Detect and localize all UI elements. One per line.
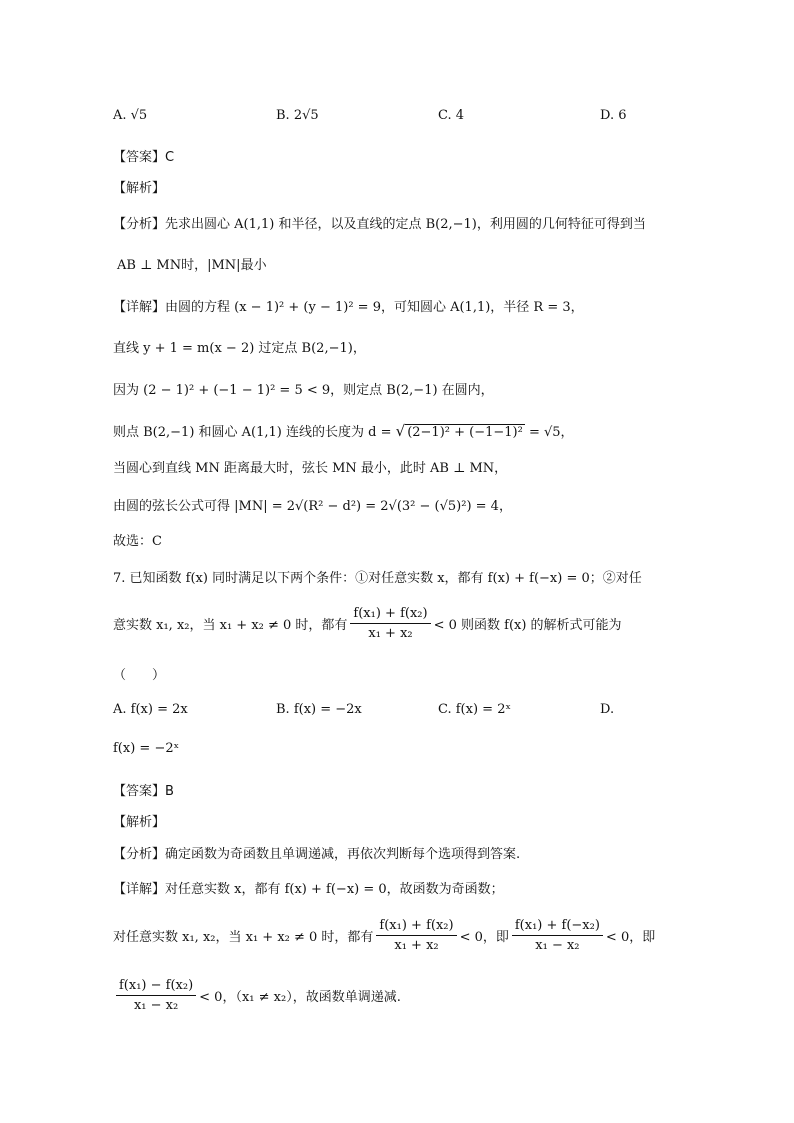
q7-option-c: C. f(x) = 2ˣ (438, 702, 511, 717)
analysis-7-label: 【解析】 (113, 815, 166, 830)
xiangjie-7-fraction-1-numerator: f(x₁) + f(x₂) (376, 918, 456, 936)
xiangjie-7-fraction-2-denominator: x₁ − x₂ (535, 938, 580, 953)
xiangjie-7-line-2-a: 对任意实数 x₁, x₂，当 x₁ + x₂ ≠ 0 时，都有 (113, 930, 374, 945)
xiangjie-6-line-2: 直线 y + 1 = m(x − 2) 过定点 B(2,−1)， (113, 341, 366, 356)
xiangjie-6-line-5: 当圆心到直线 MN 距离最大时，弦长 MN 最小，此时 AB ⊥ MN， (113, 461, 508, 476)
xiangjie-7-fraction-3-numerator: f(x₁) − f(x₂) (116, 978, 196, 996)
xiangjie-7-line-3-b: < 0，（x₁ ≠ x₂），故函数单调递减. (199, 990, 401, 1005)
xiangjie-7-fraction-1 (376, 918, 456, 953)
prev-option-d: D. 6 (600, 108, 627, 123)
q7-stem-line-2-a: 意实数 x₁, x₂，当 x₁ + x₂ ≠ 0 时，都有 (113, 618, 348, 633)
xiangjie-7-fraction-2-numerator: f(x₁) + f(−x₂) (512, 918, 603, 936)
analysis-6-label: 【解析】 (113, 181, 166, 196)
q7-stem-line-1: 7. 已知函数 f(x) 同时满足以下两个条件：①对任意实数 x，都有 f(x) + f(−x) = 0；②对任 (113, 571, 642, 586)
q7-stem-line-2 (113, 606, 622, 641)
distance-radicand: (2−1)² + (−1−1)² (407, 425, 523, 440)
answer-6: 【答案】C (113, 150, 175, 165)
q7-condition-fraction (350, 606, 430, 641)
xiangjie-6-line-3: 因为 (2 − 1)² + (−1 − 1)² = 5 < 9，则定点 B(2,−1) 在圆内， (113, 383, 494, 398)
fenxi-6: 【分析】先求出圆心 A(1,1) 和半径，以及直线的定点 B(2,−1)，利用圆的几何特征可得到当 (113, 217, 646, 232)
xiangjie-7-line-1: 【详解】对任意实数 x，都有 f(x) + f(−x) = 0，故函数为奇函数； (113, 882, 504, 897)
prev-option-b: B. 2√5 (276, 108, 319, 123)
xiangjie-6-line-4-a: 则点 B(2,−1) 和圆心 A(1,1) 连线的长度为 d = (113, 425, 396, 440)
xiangjie-6-line-4-c: = √5， (524, 425, 574, 440)
xiangjie-7-fraction-3 (116, 978, 196, 1013)
xiangjie-6-line-4: 则点 B(2,−1) 和圆心 A(1,1) 连线的长度为 d = √ (2−1)² + (−1−1)² = √5， (113, 422, 574, 440)
q7-fraction-denominator: x₁ + x₂ (368, 626, 413, 641)
xiangjie-7-line-2-b: < 0，即 (459, 930, 509, 945)
xiangjie-7-fraction-3-denominator: x₁ − x₂ (133, 998, 179, 1013)
q7-option-b: B. f(x) = −2x (276, 702, 362, 717)
fenxi-7: 【分析】确定函数为奇函数且单调递减，再依次判断每个选项得到答案. (113, 847, 521, 862)
xiangjie-7-line-3 (113, 978, 401, 1013)
xiangjie-7-line-2-c: < 0，即 (605, 930, 656, 945)
answer-7: 【答案】B (113, 784, 174, 799)
fenxi-6-cont: AB ⊥ MN时，|MN|最小 (117, 258, 267, 273)
q7-option-d-expression: f(x) = −2ˣ (113, 741, 180, 756)
xiangjie-7-fraction-1-denominator: x₁ + x₂ (394, 938, 439, 953)
prev-option-c: C. 4 (438, 108, 465, 123)
q7-answer-paren: （ ） (113, 668, 166, 683)
prev-option-a: A. √5 (113, 108, 148, 123)
xiangjie-7-line-2 (113, 918, 655, 953)
xiangjie-6-line-7: 故选：C (113, 534, 162, 549)
q7-fraction-numerator: f(x₁) + f(x₂) (350, 606, 430, 624)
xiangjie-6-line-6: 由圆的弦长公式可得 |MN| = 2√(R² − d²) = 2√(3² − (√5)²) = 4， (113, 499, 512, 514)
xiangjie-7-fraction-2 (512, 918, 603, 953)
q7-option-d: D. (600, 702, 615, 717)
xiangjie-6-line-1: 【详解】由圆的方程 (x − 1)² + (y − 1)² = 9，可知圆心 A(1,1)，半径 R = 3， (113, 300, 584, 315)
q7-stem-line-2-b: < 0 则函数 f(x) 的解析式可能为 (433, 618, 622, 633)
q7-option-a: A. f(x) = 2x (113, 702, 188, 717)
